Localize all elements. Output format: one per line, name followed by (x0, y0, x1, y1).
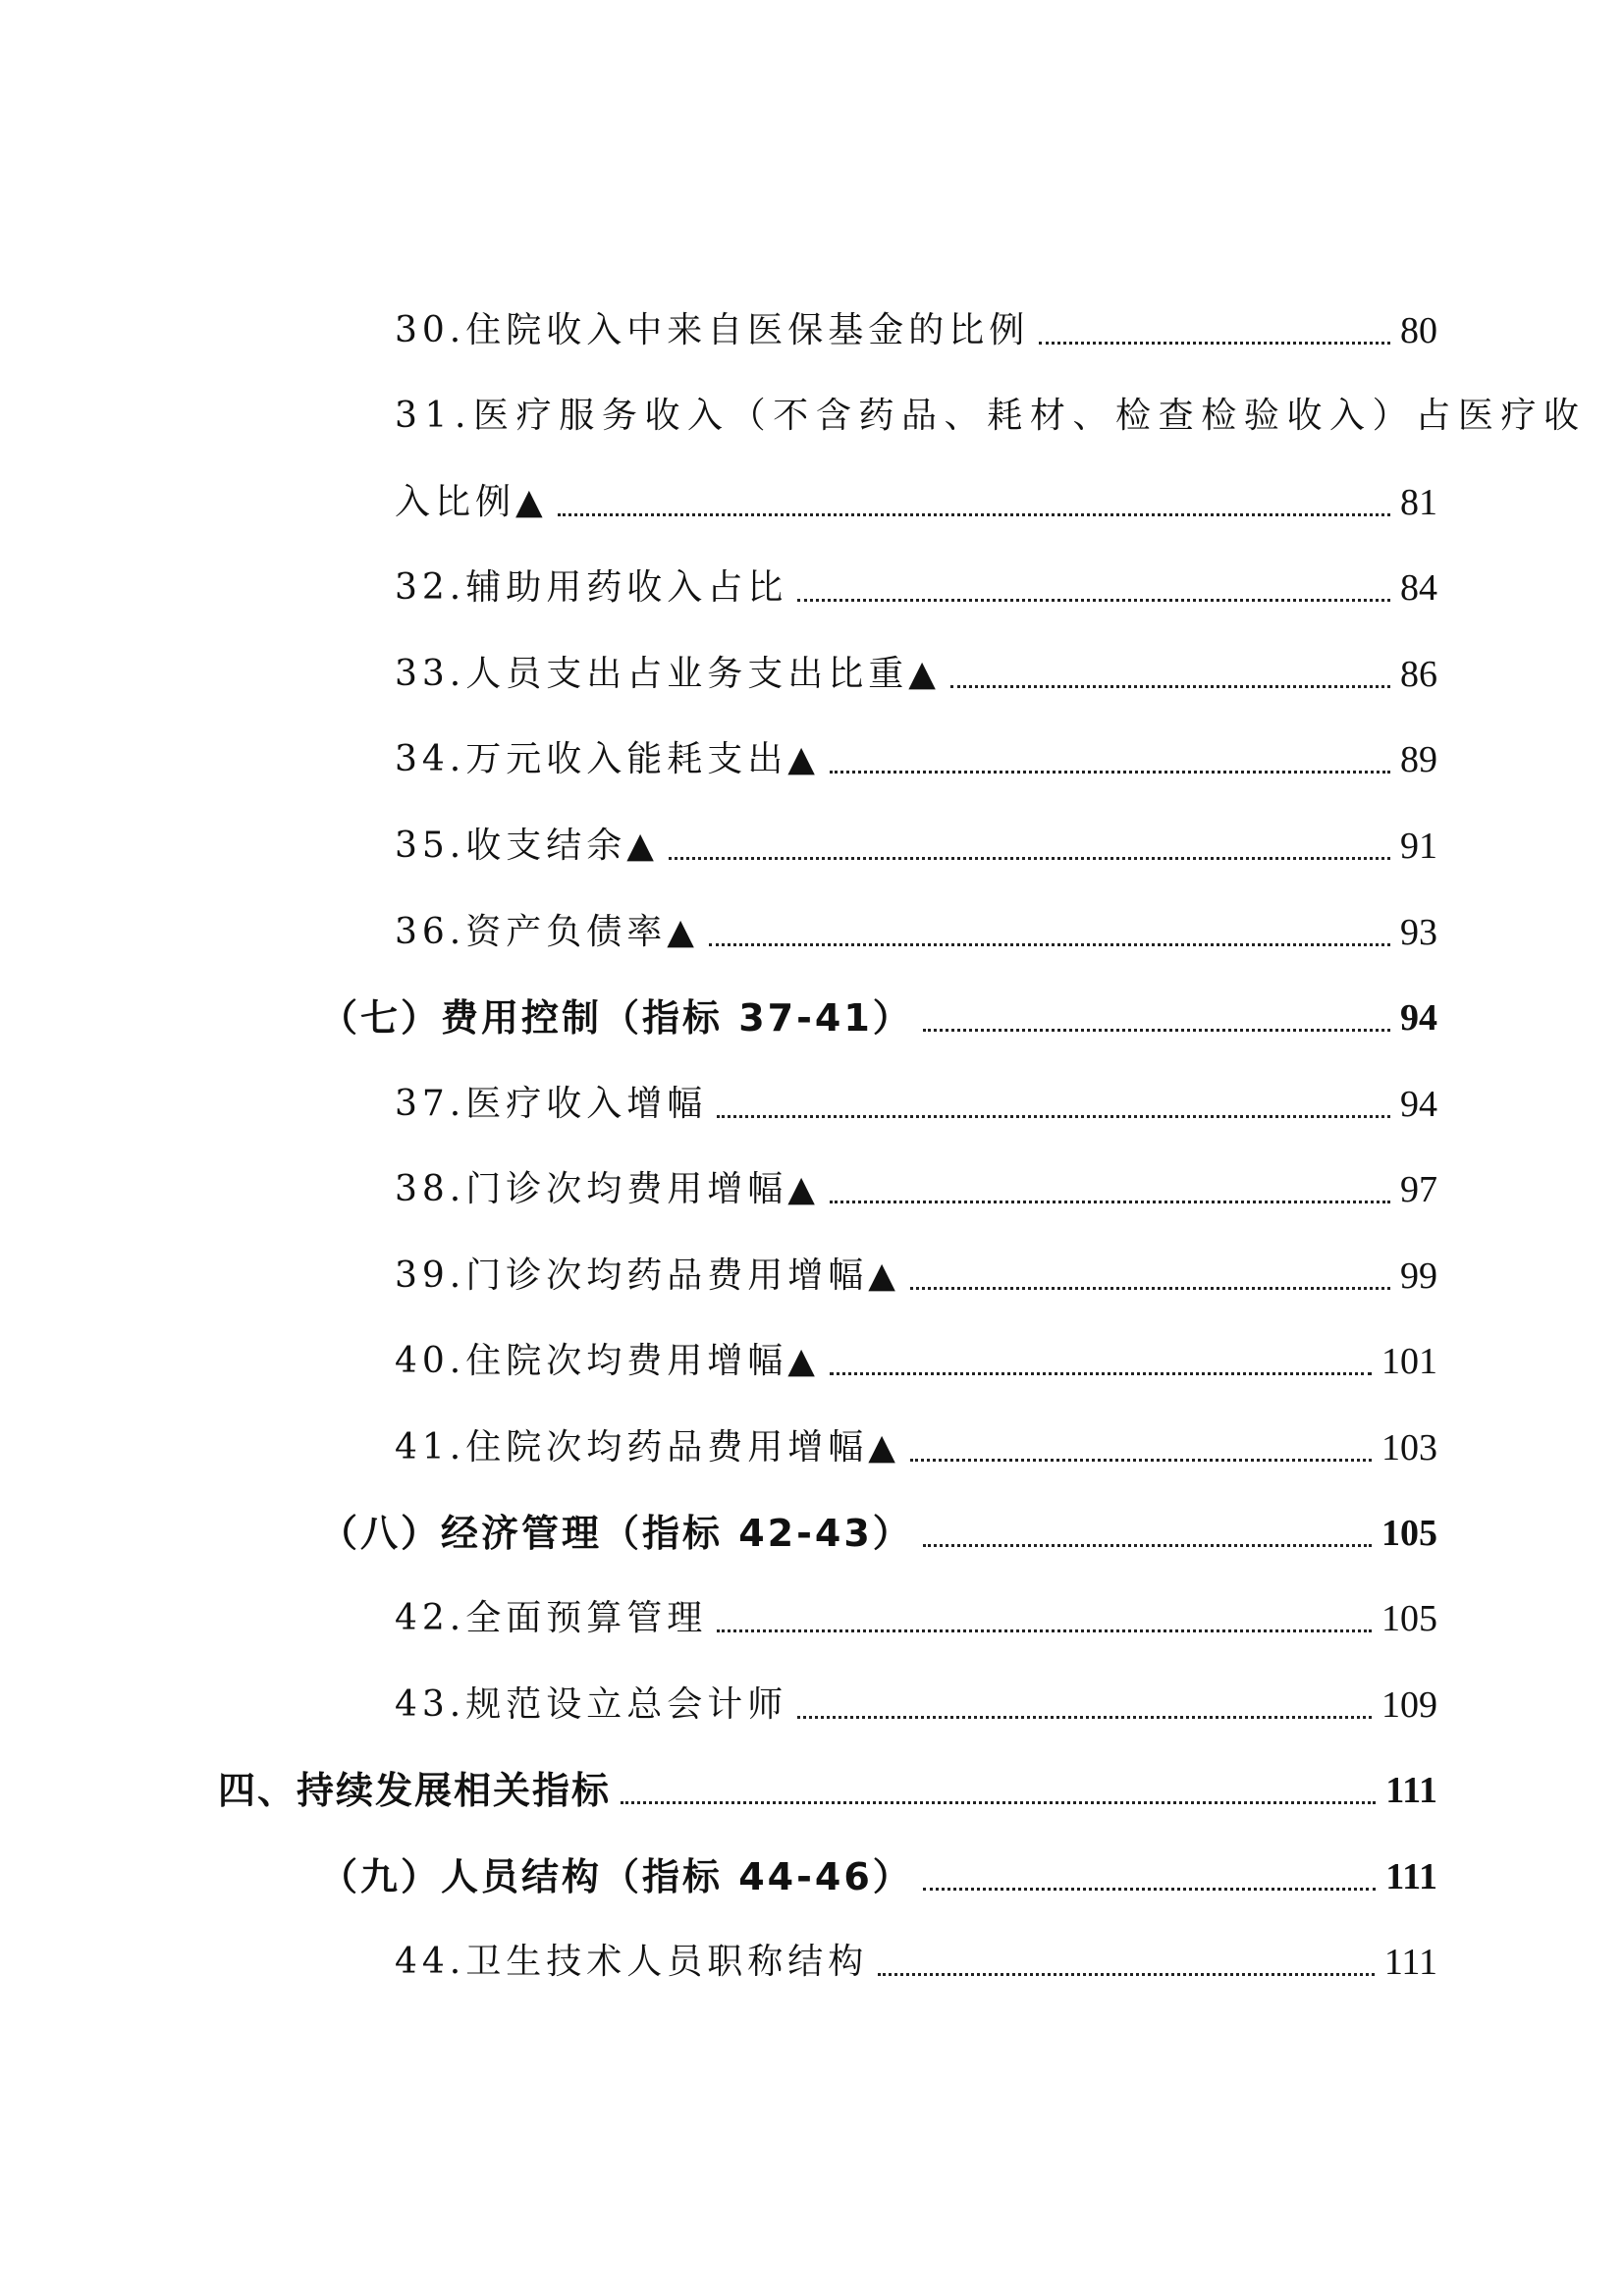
toc-entry[interactable] (395, 817, 1437, 876)
toc-entry-page: 94 (1400, 997, 1437, 1039)
toc-entry[interactable] (395, 1075, 1437, 1134)
toc-dot-leader (621, 1801, 1376, 1804)
toc-dot-leader (830, 771, 1390, 774)
toc-dot-leader (709, 943, 1390, 946)
toc-entry-page: 109 (1381, 1684, 1437, 1726)
toc-entry-title: 37.医疗收入增幅 (395, 1084, 708, 1124)
toc-entry[interactable] (320, 1847, 1437, 1906)
toc-entry-title: 30.住院收入中来自医保基金的比例 (395, 310, 1030, 350)
toc-entry-page: 93 (1400, 912, 1437, 953)
toc-dot-leader (797, 599, 1390, 602)
toc-entry-title: 38.门诊次均费用增幅▲ (395, 1169, 820, 1209)
toc-entry-page: 111 (1385, 1856, 1437, 1897)
toc-entry-title: 33.人员支出占业务支出比重▲ (395, 654, 941, 694)
toc-entry[interactable] (320, 988, 1437, 1047)
toc-entry-page: 89 (1400, 739, 1437, 780)
toc-entry-title: 41.住院次均药品费用增幅▲ (395, 1427, 900, 1468)
toc-entry[interactable] (395, 645, 1437, 704)
toc-entry-title: （七）费用控制（指标 37-41） (320, 996, 913, 1040)
toc-dot-leader (1039, 342, 1390, 345)
toc-entry-title: 31.医疗服务收入（不含药品、耗材、检查检验收入）占医疗收 (395, 396, 1587, 436)
toc-dot-leader (910, 1287, 1390, 1290)
toc-dot-leader (923, 1888, 1376, 1891)
toc-entry-title: 四、持续发展相关指标 (218, 1769, 612, 1812)
toc-dot-leader (717, 1629, 1372, 1632)
toc-entry[interactable] (218, 1761, 1437, 1820)
toc-dot-leader (717, 1115, 1390, 1118)
toc-entry[interactable] (395, 903, 1437, 962)
toc-entry-page: 94 (1400, 1084, 1437, 1125)
toc-entry[interactable] (395, 1589, 1437, 1648)
toc-entry-title: 32.辅助用药收入占比 (395, 567, 788, 608)
toc-entry-title: 44.卫生技术人员职称结构 (395, 1942, 869, 1982)
toc-entry-title: 42.全面预算管理 (395, 1598, 708, 1638)
toc-entry-page: 111 (1385, 1770, 1437, 1811)
toc-entry-page: 84 (1400, 567, 1437, 609)
toc-entry-page: 105 (1381, 1513, 1437, 1554)
toc-entry[interactable] (395, 1933, 1437, 1992)
toc-entry-title: 35.收支结余▲ (395, 826, 659, 866)
toc-dot-leader (923, 1029, 1390, 1032)
toc-dot-leader (669, 857, 1390, 860)
toc-entry[interactable] (395, 387, 1587, 446)
toc-entry[interactable] (395, 301, 1437, 360)
toc-dot-leader (558, 513, 1390, 516)
toc-entry-page: 86 (1400, 654, 1437, 695)
toc-dot-leader (923, 1544, 1372, 1547)
toc-entry[interactable] (395, 559, 1437, 617)
toc-entry-title: （八）经济管理（指标 42-43） (320, 1512, 913, 1555)
toc-dot-leader (830, 1372, 1372, 1375)
toc-entry-title: 34.万元收入能耗支出▲ (395, 739, 820, 779)
toc-entry[interactable] (395, 730, 1437, 789)
toc-dot-leader (878, 1973, 1375, 1976)
toc-entry-title: 36.资产负债率▲ (395, 912, 699, 952)
toc-entry-title: 39.门诊次均药品费用增幅▲ (395, 1255, 900, 1296)
toc-entry[interactable] (395, 473, 1437, 532)
toc-entry-page: 99 (1400, 1255, 1437, 1297)
toc-entry-page: 97 (1400, 1169, 1437, 1210)
toc-entry-page: 101 (1381, 1341, 1437, 1382)
toc-dot-leader (797, 1716, 1372, 1719)
toc-entry[interactable] (395, 1676, 1437, 1735)
toc-entry-page: 91 (1400, 826, 1437, 867)
toc-entry[interactable] (395, 1160, 1437, 1219)
toc-entry[interactable] (395, 1418, 1437, 1477)
toc-entry-title: 43.规范设立总会计师 (395, 1684, 788, 1725)
toc-entry[interactable] (320, 1504, 1437, 1563)
toc-entry-title: 40.住院次均费用增幅▲ (395, 1341, 820, 1381)
toc-entry-page: 111 (1383, 1942, 1437, 1983)
toc-dot-leader (830, 1201, 1390, 1203)
toc-dot-leader (910, 1459, 1372, 1462)
toc-entry-page: 80 (1400, 310, 1437, 351)
toc-entry[interactable] (395, 1332, 1437, 1391)
toc-entry-page: 103 (1381, 1427, 1437, 1468)
toc-entry-page: 81 (1400, 482, 1437, 523)
toc-entry[interactable] (395, 1247, 1437, 1306)
toc-entry-title: （九）人员结构（指标 44-46） (320, 1855, 913, 1898)
toc-entry-page: 105 (1381, 1598, 1437, 1639)
toc-entry-title: 入比例▲ (395, 482, 548, 522)
toc-dot-leader (950, 685, 1390, 688)
